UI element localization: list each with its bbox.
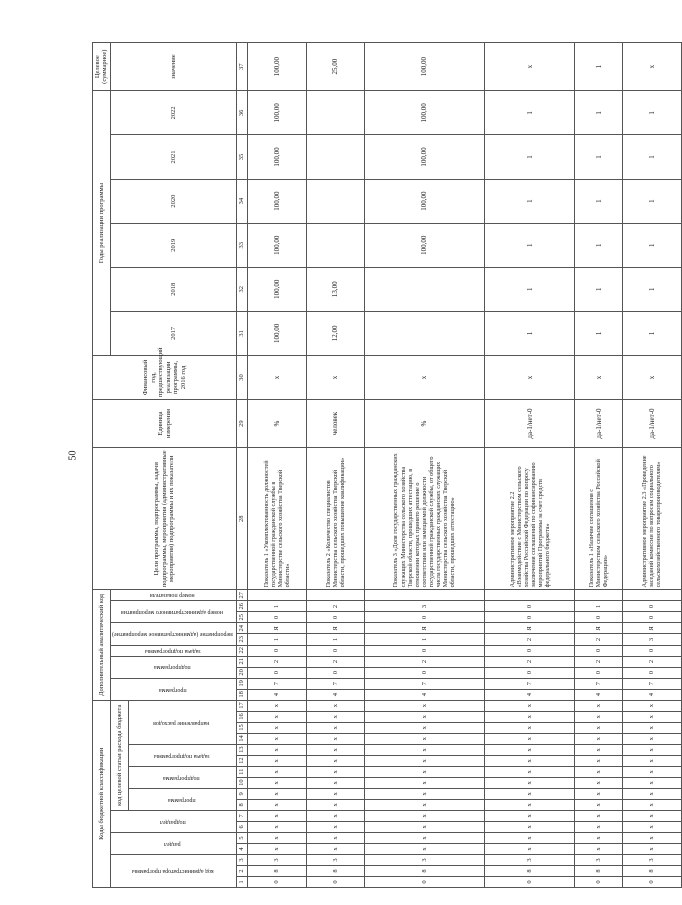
admin-code-header: код администратора программы xyxy=(131,868,214,875)
code-cell: 3 xyxy=(307,854,364,865)
code-cell: х xyxy=(622,777,681,788)
code-cell: 0 xyxy=(307,645,364,656)
code-cell: х xyxy=(622,733,681,744)
code-cell: х xyxy=(247,733,306,744)
code-cell: 2 xyxy=(575,656,622,667)
code-cell: 3 xyxy=(247,854,306,865)
code-cell: х xyxy=(485,722,575,733)
a-subprogram-header: подпрограмма xyxy=(154,664,191,671)
table-row xyxy=(622,43,681,888)
code-cell: 8 xyxy=(485,865,575,876)
a-task-header: задача подпрограммы xyxy=(144,647,201,654)
direction-header: направление расходов xyxy=(153,719,210,726)
code-cell: х xyxy=(364,755,485,766)
table-row xyxy=(575,43,622,888)
code-cell: 7 xyxy=(622,678,681,689)
column-number: 7 xyxy=(237,810,247,821)
code-cell: х xyxy=(247,832,306,843)
code-cell xyxy=(575,590,622,601)
extra-code-header: Дополнительный аналитический код xyxy=(93,590,111,700)
column-number: 33 xyxy=(237,223,247,267)
code-cell: 0 xyxy=(364,645,485,656)
code-cell: х xyxy=(622,810,681,821)
code-cell: х xyxy=(364,843,485,854)
code-cell: 0 xyxy=(485,645,575,656)
code-cell: х xyxy=(622,700,681,711)
column-number: 3 xyxy=(237,854,247,865)
code-cell: х xyxy=(307,766,364,777)
code-cell: х xyxy=(307,711,364,722)
code-cell: 0 xyxy=(247,667,306,678)
code-cell: 3 xyxy=(622,854,681,865)
year-value: 100,00 xyxy=(247,311,306,355)
code-cell: 4 xyxy=(485,689,575,700)
year-value: 1 xyxy=(622,179,681,223)
code-cell: 0 xyxy=(575,645,622,656)
code-cell: 0 xyxy=(307,667,364,678)
code-cell: х xyxy=(485,810,575,821)
code-cell: х xyxy=(485,777,575,788)
year-value: 1 xyxy=(485,267,575,311)
code-cell: х xyxy=(485,821,575,832)
code-cell: 0 xyxy=(485,601,575,612)
year-header: 2017 xyxy=(110,311,236,355)
subsection-header: подраздел xyxy=(159,818,186,825)
program-table xyxy=(92,42,682,888)
code-cell: х xyxy=(575,711,622,722)
code-cell: х xyxy=(247,700,306,711)
goal-name: Показатель 1 «Наличие соглашения с Министерством сельского хозяйства Российской Федерации» xyxy=(575,448,622,590)
column-number: 27 xyxy=(237,590,247,601)
column-number: 9 xyxy=(237,788,247,799)
code-cell: 0 xyxy=(575,612,622,623)
code-cell: 3 xyxy=(364,854,485,865)
code-cell: 0 xyxy=(364,667,485,678)
table-row xyxy=(485,43,575,888)
fin-year-cell: х xyxy=(485,355,575,399)
goal-name: Показатель 2 «Количество специалистов Министерства сельского хозяйства Тверской области, прошедших повышение квалификации» xyxy=(307,448,364,590)
goal-name: Административное мероприятие 2.2 «Взаимодействие с Министерством сельского хозяйства Российской Федерации по вопросу заключения соглашений по софинансированию мероприятий Программы за счет средств федерального бюджета» xyxy=(485,448,575,590)
section-header: раздел xyxy=(164,840,181,847)
code-cell: 7 xyxy=(364,678,485,689)
code-cell: х xyxy=(575,821,622,832)
code-cell: 0 xyxy=(485,667,575,678)
column-number: 24 xyxy=(237,623,247,634)
code-cell: х xyxy=(247,799,306,810)
code-cell: 3 xyxy=(485,854,575,865)
code-cell: х xyxy=(307,799,364,810)
column-number: 11 xyxy=(237,766,247,777)
code-cell: 4 xyxy=(575,689,622,700)
year-value: 13,00 xyxy=(307,267,364,311)
code-cell: Я xyxy=(622,623,681,634)
column-number: 34 xyxy=(237,179,247,223)
code-cell: 2 xyxy=(622,656,681,667)
column-number: 30 xyxy=(237,355,247,399)
year-value: 1 xyxy=(485,179,575,223)
code-cell: х xyxy=(247,755,306,766)
code-cell: 8 xyxy=(575,865,622,876)
year-value: 1 xyxy=(575,267,622,311)
code-cell xyxy=(485,590,575,601)
year-value: 1 xyxy=(485,311,575,355)
code-cell: х xyxy=(364,744,485,755)
code-cell: х xyxy=(575,755,622,766)
code-cell: 8 xyxy=(622,865,681,876)
code-cell: 7 xyxy=(485,678,575,689)
code-cell: х xyxy=(622,832,681,843)
year-value: 1 xyxy=(622,91,681,135)
code-cell: 0 xyxy=(622,667,681,678)
column-number: 19 xyxy=(237,678,247,689)
code-cell: х xyxy=(247,711,306,722)
code-cell: х xyxy=(622,744,681,755)
year-value: 1 xyxy=(622,135,681,179)
fin-year-cell: х xyxy=(247,355,306,399)
a-event-header: мероприятие (административное мероприятие) xyxy=(111,631,233,638)
code-cell: х xyxy=(247,843,306,854)
code-cell: 3 xyxy=(364,601,485,612)
code-cell: х xyxy=(247,777,306,788)
year-value: 100,00 xyxy=(247,135,306,179)
code-cell: 7 xyxy=(247,678,306,689)
year-value: 100,00 xyxy=(364,223,485,267)
code-cell: 2 xyxy=(575,634,622,645)
unit-header: Единица измерения xyxy=(93,400,237,448)
code-cell: х xyxy=(364,799,485,810)
year-value: 1 xyxy=(575,91,622,135)
code-cell: 4 xyxy=(247,689,306,700)
year-value: 100,00 xyxy=(364,179,485,223)
year-value: 12,00 xyxy=(307,311,364,355)
code-cell: 8 xyxy=(364,865,485,876)
code-cell: х xyxy=(307,744,364,755)
code-cell: х xyxy=(575,832,622,843)
code-cell: 3 xyxy=(622,634,681,645)
year-value xyxy=(307,179,364,223)
column-number: 36 xyxy=(237,91,247,135)
code-cell: 3 xyxy=(575,854,622,865)
code-cell: х xyxy=(622,711,681,722)
code-cell: Я xyxy=(364,623,485,634)
code-cell: х xyxy=(307,810,364,821)
code-cell: х xyxy=(485,832,575,843)
code-cell: х xyxy=(485,711,575,722)
column-number: 1 xyxy=(237,876,247,887)
page-number: 50 xyxy=(67,450,79,461)
a-program-header: программа xyxy=(158,686,187,693)
year-value xyxy=(307,223,364,267)
fin-year-cell: х xyxy=(364,355,485,399)
code-cell: х xyxy=(247,744,306,755)
column-number: 26 xyxy=(237,601,247,612)
year-header: 2018 xyxy=(110,267,236,311)
code-cell: х xyxy=(575,810,622,821)
code-cell: х xyxy=(485,766,575,777)
code-cell xyxy=(307,590,364,601)
year-value: 100,00 xyxy=(247,267,306,311)
code-cell: х xyxy=(364,733,485,744)
code-cell: 8 xyxy=(307,865,364,876)
code-cell: 0 xyxy=(485,876,575,887)
target-value: х xyxy=(485,43,575,91)
code-cell: х xyxy=(575,700,622,711)
code-cell: 1 xyxy=(364,634,485,645)
column-number: 10 xyxy=(237,777,247,788)
unit-cell: да-1/нет-0 xyxy=(575,400,622,448)
year-value: 1 xyxy=(575,135,622,179)
column-number: 29 xyxy=(237,400,247,448)
column-number: 37 xyxy=(237,43,247,91)
year-value: 100,00 xyxy=(247,179,306,223)
code-cell xyxy=(364,590,485,601)
code-cell: Я xyxy=(575,623,622,634)
year-value: 1 xyxy=(575,223,622,267)
code-cell: х xyxy=(575,777,622,788)
column-number: 32 xyxy=(237,267,247,311)
table-row xyxy=(247,43,306,888)
year-value xyxy=(307,91,364,135)
year-value: 1 xyxy=(575,179,622,223)
year-value: 1 xyxy=(485,223,575,267)
code-cell: х xyxy=(364,821,485,832)
code-cell xyxy=(247,590,306,601)
year-header: 2022 xyxy=(110,91,236,135)
year-value xyxy=(307,135,364,179)
code-cell: х xyxy=(364,700,485,711)
code-cell: 8 xyxy=(247,865,306,876)
code-cell: х xyxy=(575,722,622,733)
target-value: 1 xyxy=(575,43,622,91)
code-cell: 2 xyxy=(364,656,485,667)
code-cell: 4 xyxy=(364,689,485,700)
code-cell: 0 xyxy=(575,667,622,678)
year-header: 2020 xyxy=(110,179,236,223)
code-cell: 1 xyxy=(247,601,306,612)
code-cell: 2 xyxy=(485,656,575,667)
fin-year-cell: х xyxy=(575,355,622,399)
goal-name: Показатель 1 «Укомплектованность должностей государственной гражданской службы в Министерстве сельского хозяйства Тверской области» xyxy=(247,448,306,590)
code-cell: х xyxy=(485,755,575,766)
code-cell: х xyxy=(364,810,485,821)
year-value: 1 xyxy=(622,223,681,267)
year-header: 2021 xyxy=(110,135,236,179)
code-cell: 0 xyxy=(247,612,306,623)
code-cell: х xyxy=(307,788,364,799)
code-cell: 7 xyxy=(307,678,364,689)
column-number: 20 xyxy=(237,667,247,678)
code-cell: 7 xyxy=(575,678,622,689)
code-cell: х xyxy=(622,766,681,777)
table-row xyxy=(364,43,485,888)
goals-header: Цели программы, подпрограммы, задачи подпрограммы, мероприятия (административные мероприятия) подпрограммы и их показатели xyxy=(93,448,237,590)
code-cell: х xyxy=(364,711,485,722)
column-number: 12 xyxy=(237,755,247,766)
target-value: 25,00 xyxy=(307,43,364,91)
target-header: Целевое (суммарное) xyxy=(93,43,111,91)
code-cell: 2 xyxy=(307,656,364,667)
years-header: Годы реализации программы xyxy=(93,91,111,356)
year-value: 100,00 xyxy=(247,91,306,135)
column-number: 13 xyxy=(237,744,247,755)
a-indicator-header: номер показателя xyxy=(150,592,195,599)
year-value: 1 xyxy=(575,311,622,355)
code-cell: х xyxy=(364,832,485,843)
code-cell: х xyxy=(485,744,575,755)
year-value: 1 xyxy=(485,91,575,135)
column-number: 31 xyxy=(237,311,247,355)
year-value: 1 xyxy=(622,311,681,355)
code-cell xyxy=(622,590,681,601)
program-header: программа xyxy=(167,796,196,803)
code-cell: 0 xyxy=(622,876,681,887)
code-cell: Я xyxy=(307,623,364,634)
code-cell: х xyxy=(307,722,364,733)
code-cell: 0 xyxy=(622,601,681,612)
code-cell: х xyxy=(247,810,306,821)
code-cell: х xyxy=(622,722,681,733)
purpose-header: задача подпрограммы xyxy=(153,752,210,759)
target-value: 100,00 xyxy=(364,43,485,91)
code-cell: Я xyxy=(485,623,575,634)
code-cell: х xyxy=(622,799,681,810)
year-value: 100,00 xyxy=(364,135,485,179)
column-number-row xyxy=(237,43,247,888)
code-cell: 4 xyxy=(307,689,364,700)
code-cell: х xyxy=(622,821,681,832)
unit-cell: человек xyxy=(307,400,364,448)
code-cell: х xyxy=(364,788,485,799)
code-cell: х xyxy=(485,843,575,854)
column-number: 25 xyxy=(237,612,247,623)
code-cell: 0 xyxy=(307,612,364,623)
budget-codes-header: Коды бюджетной классификации xyxy=(93,700,111,887)
year-value xyxy=(364,267,485,311)
code-cell: 1 xyxy=(247,634,306,645)
code-cell: 2 xyxy=(307,601,364,612)
unit-cell: % xyxy=(247,400,306,448)
unit-cell: % xyxy=(364,400,485,448)
code-cell: х xyxy=(364,766,485,777)
code-cell: 2 xyxy=(485,634,575,645)
code-cell: х xyxy=(247,788,306,799)
column-number: 15 xyxy=(237,722,247,733)
column-number: 4 xyxy=(237,843,247,854)
code-cell: х xyxy=(622,843,681,854)
target-value: 100,00 xyxy=(247,43,306,91)
code-cell: х xyxy=(485,799,575,810)
code-cell: 0 xyxy=(364,876,485,887)
column-number: 28 xyxy=(237,448,247,590)
code-cell: 1 xyxy=(575,601,622,612)
header-row-1 xyxy=(93,43,111,888)
code-cell: х xyxy=(247,821,306,832)
column-number: 22 xyxy=(237,645,247,656)
fin-year-cell: х xyxy=(307,355,364,399)
column-number: 16 xyxy=(237,711,247,722)
code-cell: 0 xyxy=(622,645,681,656)
code-cell: 0 xyxy=(575,876,622,887)
code-cell: х xyxy=(575,766,622,777)
code-cell: х xyxy=(485,700,575,711)
column-number: 18 xyxy=(237,689,247,700)
code-cell: 4 xyxy=(622,689,681,700)
code-cell: х xyxy=(307,843,364,854)
code-cell: 0 xyxy=(247,645,306,656)
code-cell: х xyxy=(575,744,622,755)
target-article-header: код целевой статьи расхода бюджета xyxy=(110,700,128,810)
code-cell: х xyxy=(307,700,364,711)
column-number: 8 xyxy=(237,799,247,810)
code-cell: 0 xyxy=(485,612,575,623)
goal-name: Административное мероприятие 2.3 «Проведение заседаний комиссии по вопросам социального сельскохозяйственного товаропроизводителям» xyxy=(622,448,681,590)
code-cell: х xyxy=(485,788,575,799)
code-cell: х xyxy=(364,722,485,733)
column-number: 21 xyxy=(237,656,247,667)
year-value xyxy=(364,311,485,355)
target-value: х xyxy=(622,43,681,91)
code-cell: х xyxy=(364,777,485,788)
fin-year-cell: х xyxy=(622,355,681,399)
code-cell: х xyxy=(307,733,364,744)
column-number: 23 xyxy=(237,634,247,645)
code-cell: Я xyxy=(247,623,306,634)
code-cell: х xyxy=(247,722,306,733)
unit-cell: да-1/нет-0 xyxy=(622,400,681,448)
fin-year-header: Финансовый год, предшествующий реализации программы, 2016 год xyxy=(93,355,237,399)
code-cell: х xyxy=(307,821,364,832)
year-value: 100,00 xyxy=(364,91,485,135)
column-number: 5 xyxy=(237,832,247,843)
code-cell: х xyxy=(575,843,622,854)
code-cell: 1 xyxy=(307,634,364,645)
code-cell: 2 xyxy=(247,656,306,667)
unit-cell: да-1/нет-0 xyxy=(485,400,575,448)
year-header: 2019 xyxy=(110,223,236,267)
code-cell: х xyxy=(247,766,306,777)
code-cell: 0 xyxy=(307,876,364,887)
code-cell: 0 xyxy=(247,876,306,887)
code-cell: х xyxy=(307,755,364,766)
year-value: 100,00 xyxy=(247,223,306,267)
code-cell: х xyxy=(307,832,364,843)
code-cell: 0 xyxy=(622,612,681,623)
a-kind-header: номер административного мероприятия xyxy=(121,609,224,616)
rotated-table-wrapper xyxy=(92,42,663,888)
code-cell: 0 xyxy=(364,612,485,623)
code-cell: х xyxy=(575,733,622,744)
target-value-header: значение xyxy=(110,43,236,91)
code-cell: х xyxy=(307,777,364,788)
column-number: 14 xyxy=(237,733,247,744)
code-cell: х xyxy=(575,799,622,810)
code-cell: х xyxy=(575,788,622,799)
code-cell: х xyxy=(622,788,681,799)
year-value: 1 xyxy=(622,267,681,311)
goal-name: Показатель 3 «Доля государственных гражданских служащих Министерства сельского хозяйства Тверской области, прошедших аттестацию, в отношении которых принято решение о соответствии или замещаемой должности государственной гражданской службы, от общего числа государственных гражданских служащих Министерства сельского хозяйства Тверской области, прошедших аттестацию» xyxy=(364,448,485,590)
subprogram-header: подпрограмма xyxy=(163,774,200,781)
column-number: 17 xyxy=(237,700,247,711)
year-value: 1 xyxy=(485,135,575,179)
column-number: 6 xyxy=(237,821,247,832)
code-cell: х xyxy=(622,755,681,766)
column-number: 35 xyxy=(237,135,247,179)
code-cell: х xyxy=(485,733,575,744)
table-row xyxy=(307,43,364,888)
column-number: 2 xyxy=(237,865,247,876)
